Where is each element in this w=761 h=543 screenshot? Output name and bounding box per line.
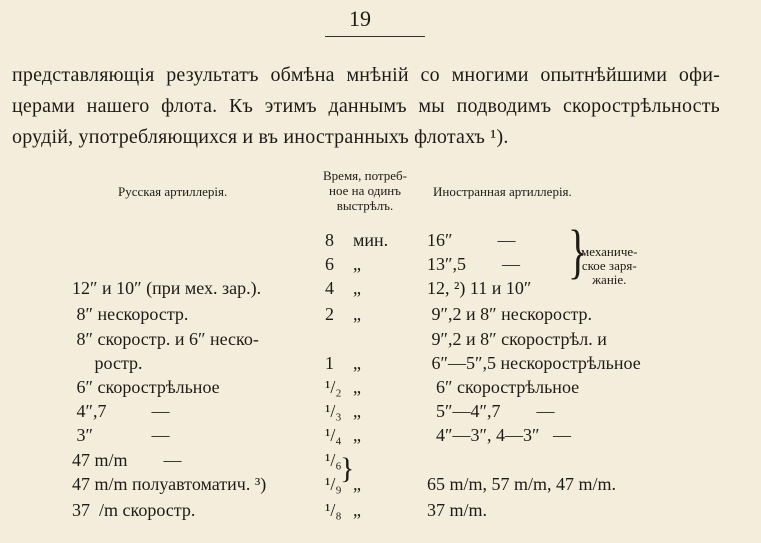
unit-cell: „ bbox=[353, 254, 361, 274]
header-rule bbox=[325, 36, 425, 37]
header-foreign: Иностранная артиллерія. bbox=[433, 184, 572, 199]
header-time-line: ное на одинъ bbox=[329, 183, 401, 198]
russian-cell: 47 m/m полуавтоматич. ³) bbox=[72, 474, 267, 494]
unit-cell: „ bbox=[353, 304, 361, 324]
russian-cell: 8″ нескоростр. bbox=[72, 304, 189, 324]
bracket-note-line: жаніе. bbox=[592, 272, 627, 287]
russian-cell: 8″ скоростр. и 6″ неско- bbox=[72, 329, 259, 349]
small-bracket: } bbox=[340, 452, 355, 485]
foreign-cell: 4″—3″, 4—3″ — bbox=[427, 425, 571, 445]
table-row bbox=[0, 230, 761, 254]
russian-cell: 3″ — bbox=[72, 425, 170, 445]
time-cell: ¹/₉ bbox=[325, 474, 342, 494]
unit-cell: „ bbox=[353, 500, 361, 520]
foreign-cell: 37 m/m. bbox=[427, 500, 488, 520]
table-row bbox=[0, 377, 761, 401]
bracket-note bbox=[581, 245, 637, 287]
russian-cell: 12″ и 10″ (при мех. зар.). bbox=[72, 278, 262, 298]
paragraph-line: орудій, употребляющихся и въ иностранныхъ флотахъ ¹). bbox=[12, 126, 509, 148]
russian-cell: 37 /m скоростр. bbox=[72, 500, 196, 520]
table-row bbox=[0, 401, 761, 425]
bracket-note-line: ское заря- bbox=[581, 258, 637, 273]
unit-cell: „ bbox=[353, 353, 361, 373]
russian-cell: ростр. bbox=[72, 353, 143, 373]
time-cell: 4 bbox=[325, 278, 334, 298]
foreign-cell: 9″,2 и 8″ нескоростр. bbox=[427, 304, 593, 324]
russian-cell: 47 m/m — bbox=[72, 450, 182, 470]
table-row bbox=[0, 500, 761, 524]
table-row bbox=[0, 450, 761, 474]
unit-cell: „ bbox=[353, 425, 361, 445]
header-time bbox=[310, 168, 420, 213]
unit-cell: „ bbox=[353, 377, 361, 397]
table-row bbox=[0, 304, 761, 328]
table-row bbox=[0, 353, 761, 377]
foreign-cell: 16″ — bbox=[427, 230, 516, 250]
time-cell: 1 bbox=[325, 353, 334, 373]
foreign-cell: 6″—5″,5 нескорострѣльное bbox=[427, 353, 641, 373]
time-cell: 8 bbox=[325, 230, 334, 250]
unit-cell: мин. bbox=[353, 230, 389, 250]
time-cell: ¹/₈ bbox=[325, 500, 342, 520]
table-row bbox=[0, 474, 761, 498]
table-row bbox=[0, 425, 761, 449]
unit-cell: „ bbox=[353, 474, 361, 494]
table-row bbox=[0, 254, 761, 278]
time-cell: 6 bbox=[325, 254, 334, 274]
table-row bbox=[0, 278, 761, 302]
header-russian: Русская артиллерія. bbox=[118, 184, 228, 199]
unit-cell: „ bbox=[353, 401, 361, 421]
russian-cell: 6″ скорострѣльное bbox=[72, 377, 220, 397]
foreign-cell: 5″—4″,7 — bbox=[427, 401, 555, 421]
russian-cell: 4″,7 — bbox=[72, 401, 170, 421]
time-cell: ¹/₄ bbox=[325, 425, 342, 445]
bracket-brace: } bbox=[568, 217, 588, 285]
paragraph-line: церами нашего флота. Къ этимъ даннымъ мы подводимъ скорострѣльность bbox=[12, 95, 720, 117]
foreign-cell: 13″,5 — bbox=[427, 254, 520, 274]
time-cell: 2 bbox=[325, 304, 334, 324]
table-row bbox=[0, 329, 761, 353]
paragraph-line: представляющія результатъ обмѣна мнѣній со многими опытнѣйшими офи- bbox=[12, 64, 720, 86]
bracket-note-line: механиче- bbox=[581, 244, 638, 259]
foreign-cell: 9″,2 и 8″ скорострѣл. и bbox=[427, 329, 607, 349]
foreign-cell: 12, ²) 11 и 10″ bbox=[427, 278, 532, 298]
time-cell: ¹/₃ bbox=[325, 401, 342, 421]
time-cell: ¹/₆ bbox=[325, 450, 342, 470]
foreign-cell: 65 m/m, 57 m/m, 47 m/m. bbox=[427, 474, 617, 494]
header-time-line: выстрѣлъ. bbox=[336, 198, 394, 213]
header-time-line: Время, потреб- bbox=[323, 168, 407, 183]
time-cell: ¹/₂ bbox=[325, 377, 342, 397]
unit-cell: „ bbox=[353, 278, 361, 298]
page-number: 19 bbox=[349, 6, 371, 31]
foreign-cell: 6″ скорострѣльное bbox=[427, 377, 580, 397]
